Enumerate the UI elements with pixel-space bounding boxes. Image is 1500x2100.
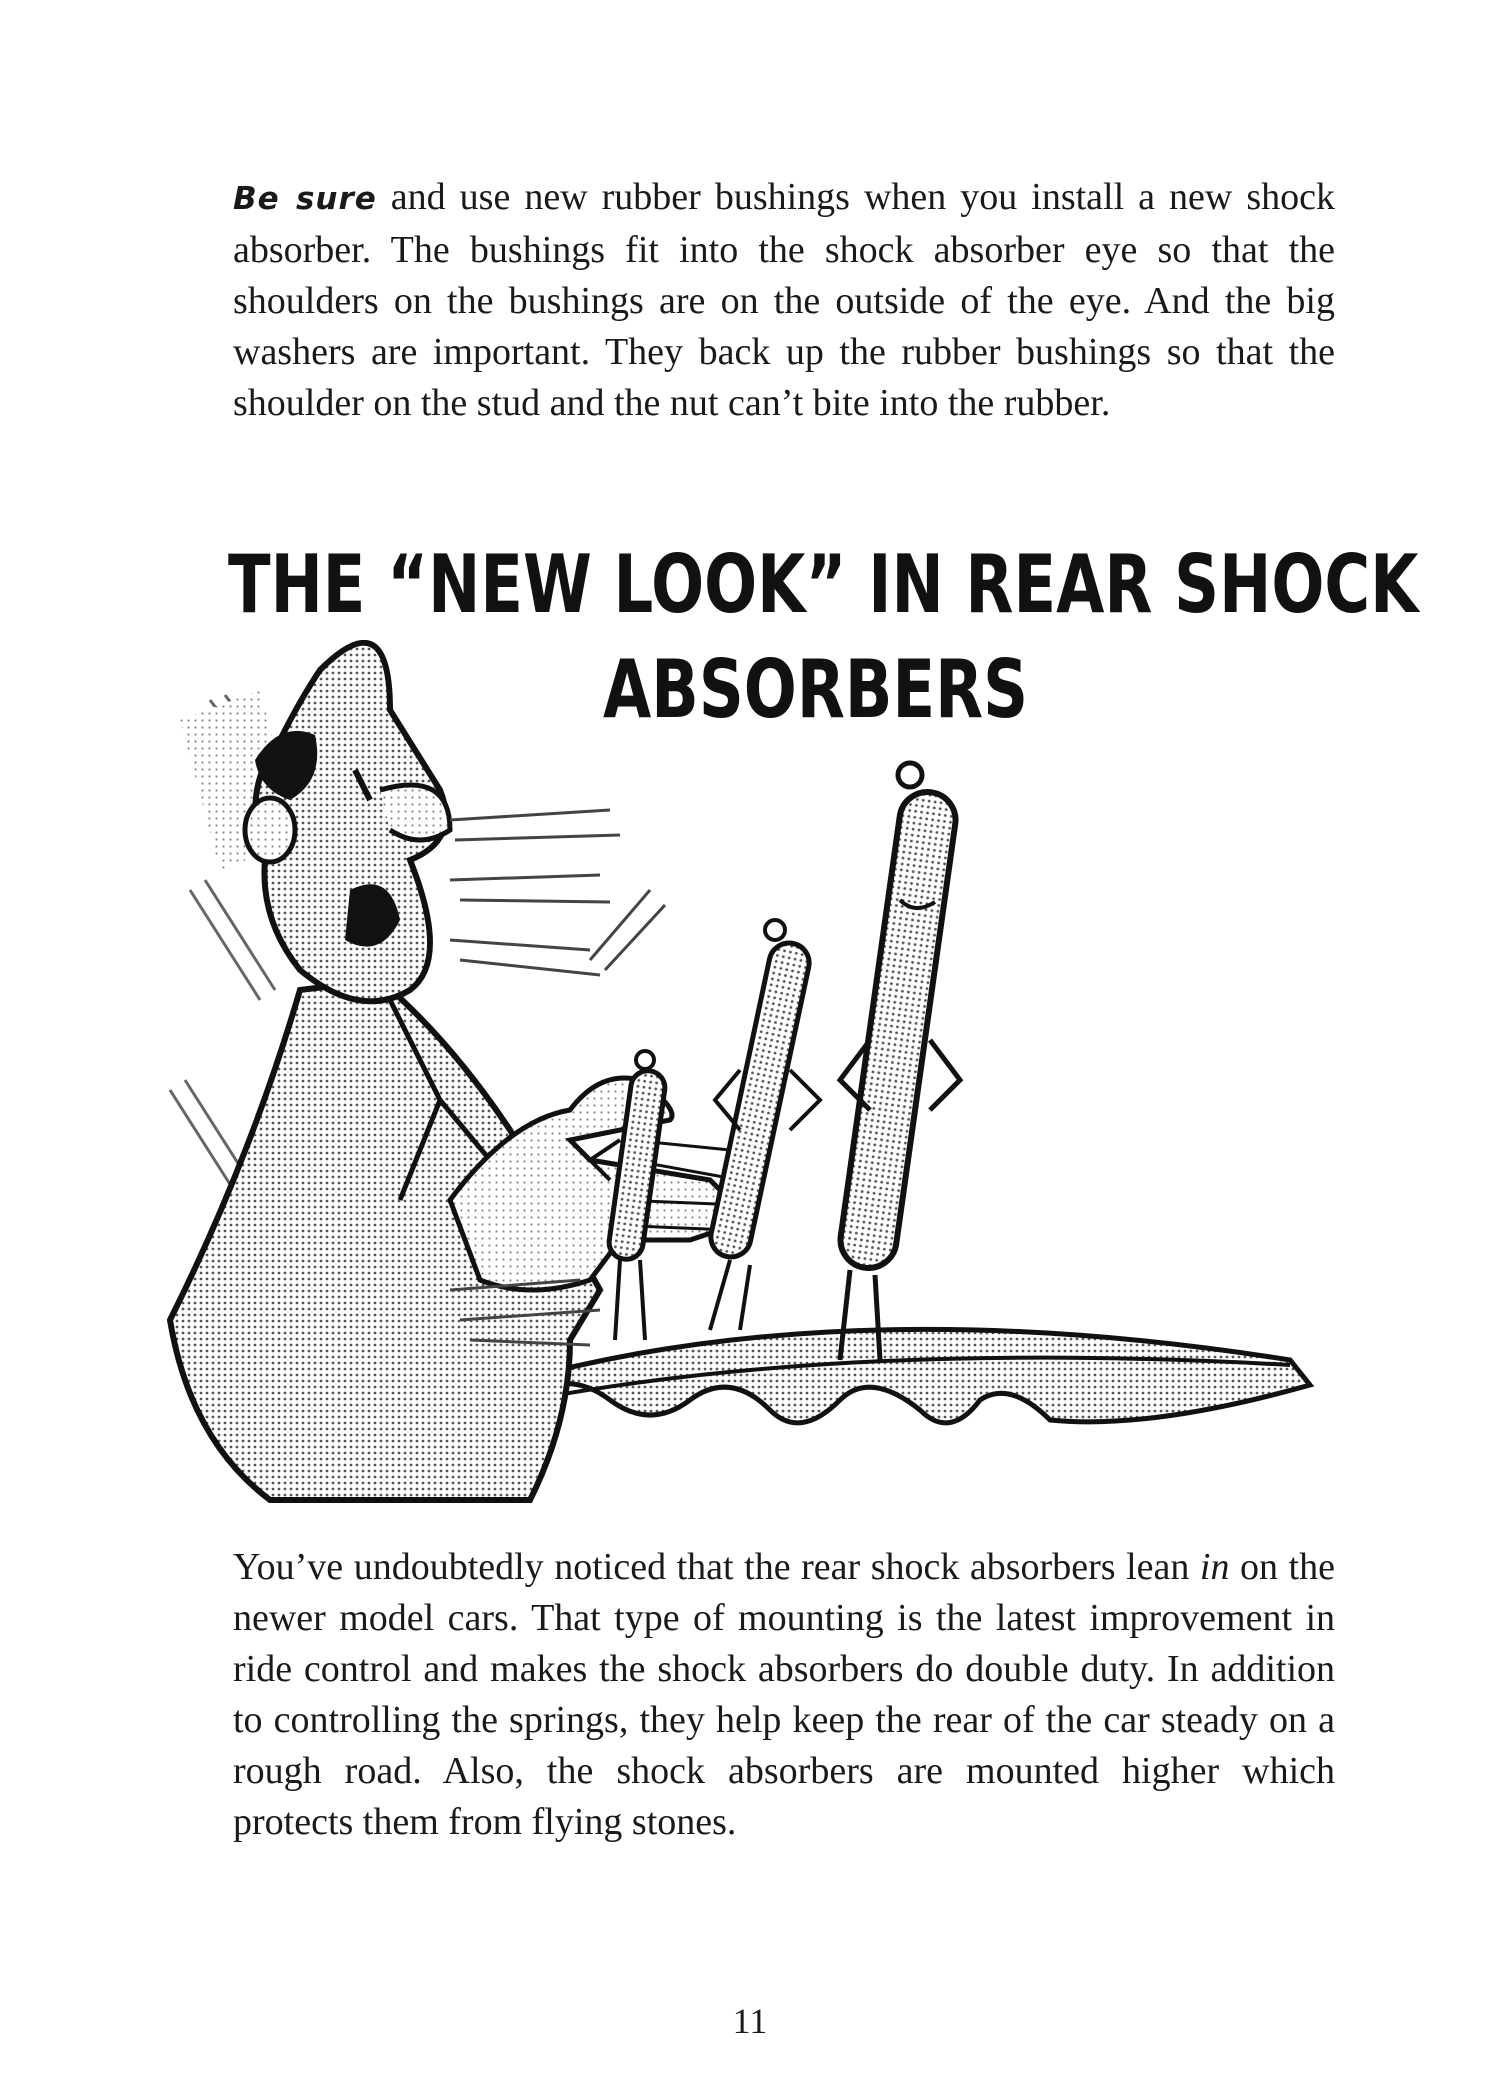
body-text-before: You’ve undoubtedly noticed that the rear shock absorbers lean (233, 1546, 1200, 1588)
body-emphasis: in (1199, 1546, 1230, 1588)
table-base (520, 1329, 1310, 1422)
cartoon-illustration-icon (150, 640, 1350, 1530)
section-heading-line-2: ABSORBERS (603, 643, 1029, 736)
page-number: 11 (732, 2001, 768, 2041)
body-text-after: on the newer model cars. That type of mounting is the latest improvement in ride control and makes the shock absorbers do double duty. In addition to controlling the springs, they help keep the rear of the car steady on a rough road. Also, the shock absorbers are mounted higher which protects them from flying stones. (233, 1546, 1335, 1843)
intro-text: and use new rubber bushings when you install a new shock absorber. The bushings fit into the shock absorber eye so that the shoulders on the bushings are on the outside of the eye. And the big washers are important. They back up the rubber bushings so that the shoulder on the stud and the nut can’t bite into the rubber. (233, 176, 1335, 424)
section-heading-line-1: THE “NEW LOOK” IN REAR SHOCK (228, 538, 1419, 631)
body-paragraph (233, 1542, 1335, 1848)
medium-shock-absorber-icon (707, 920, 820, 1330)
tall-shock-absorber-icon (837, 763, 960, 1360)
intro-paragraph (233, 172, 1335, 429)
intro-lead: Be sure (233, 181, 377, 217)
